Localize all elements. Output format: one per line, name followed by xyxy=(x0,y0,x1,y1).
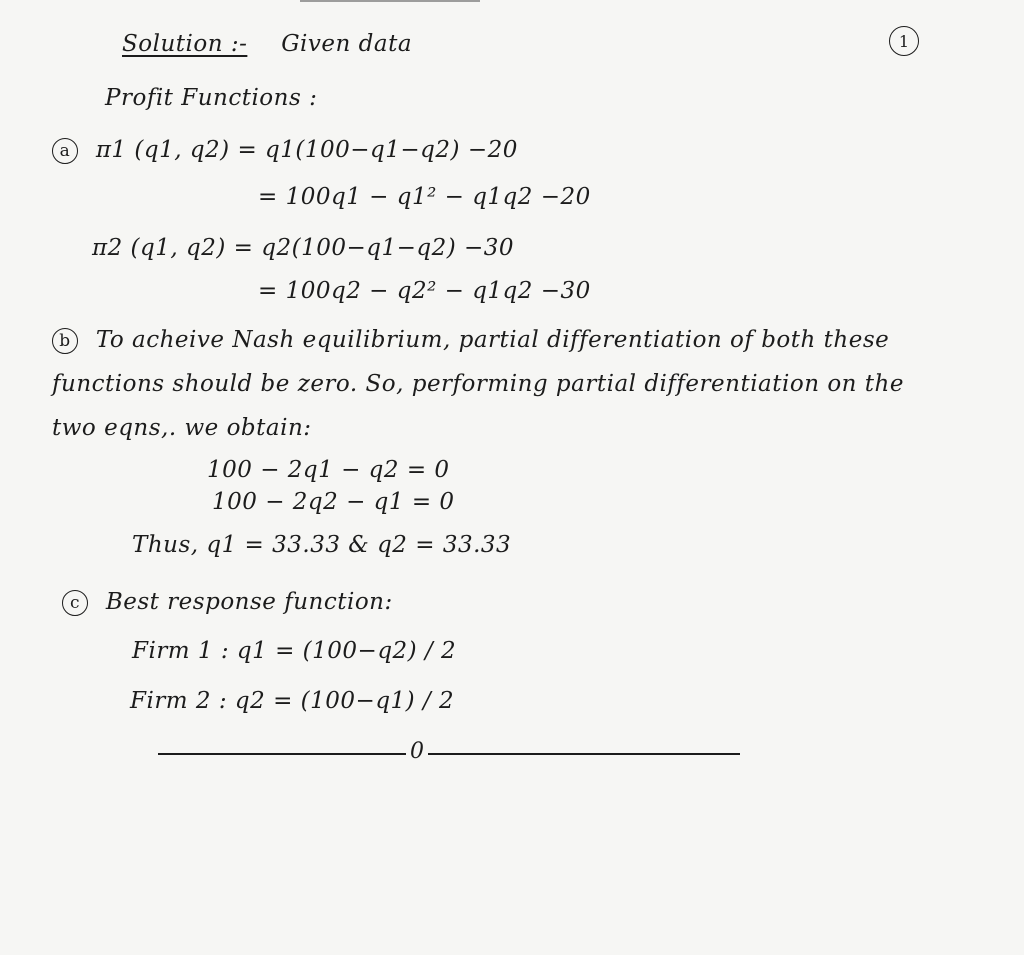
part-b-text-2: functions should be zero. So, performing partial differentiation on the xyxy=(52,371,904,397)
solution-heading xyxy=(122,30,412,58)
end-rule-right xyxy=(428,753,740,755)
part-c-marker: c xyxy=(62,590,88,616)
part-a-line-4: = 100q2 − q2² − q1q2 −30 xyxy=(258,278,591,304)
end-rule-left xyxy=(158,753,406,755)
solution-label: Solution :- xyxy=(122,31,248,57)
best-response-title: Best response function: xyxy=(105,589,393,615)
part-b-line-1 xyxy=(52,326,889,354)
best-response-firm1: Firm 1 : q1 = (100−q2) / 2 xyxy=(132,638,457,664)
first-order-condition-1: 100 − 2q1 − q2 = 0 xyxy=(207,457,450,483)
profit-function-firm2: π2 (q1, q2) = q2(100−q1−q2) −30 xyxy=(92,235,515,261)
profit-function-firm1: π1 (q1, q2) = q1(100−q1−q2) −20 xyxy=(95,137,518,163)
part-b-text-1: To acheive Nash equilibrium, partial differentiation of both these xyxy=(95,327,890,353)
profit-functions-heading: Profit Functions : xyxy=(105,85,318,111)
part-a-line-1 xyxy=(52,136,518,164)
part-a-marker: a xyxy=(52,138,78,164)
top-edge-line xyxy=(300,0,480,2)
part-a-line-2: = 100q1 − q1² − q1q2 −20 xyxy=(258,184,591,210)
equilibrium-result: Thus, q1 = 33.33 & q2 = 33.33 xyxy=(132,532,512,558)
page-number: 1 xyxy=(898,31,910,51)
part-b-marker: b xyxy=(52,328,78,354)
end-mark: 0 xyxy=(410,739,424,764)
given-data-label: Given data xyxy=(281,31,413,57)
first-order-condition-2: 100 − 2q2 − q1 = 0 xyxy=(212,489,455,515)
page-number-circle xyxy=(889,26,919,56)
part-b-text-3: two eqns,. we obtain: xyxy=(52,415,312,441)
best-response-firm2: Firm 2 : q2 = (100−q1) / 2 xyxy=(130,688,455,714)
part-c-line-1 xyxy=(62,588,393,616)
